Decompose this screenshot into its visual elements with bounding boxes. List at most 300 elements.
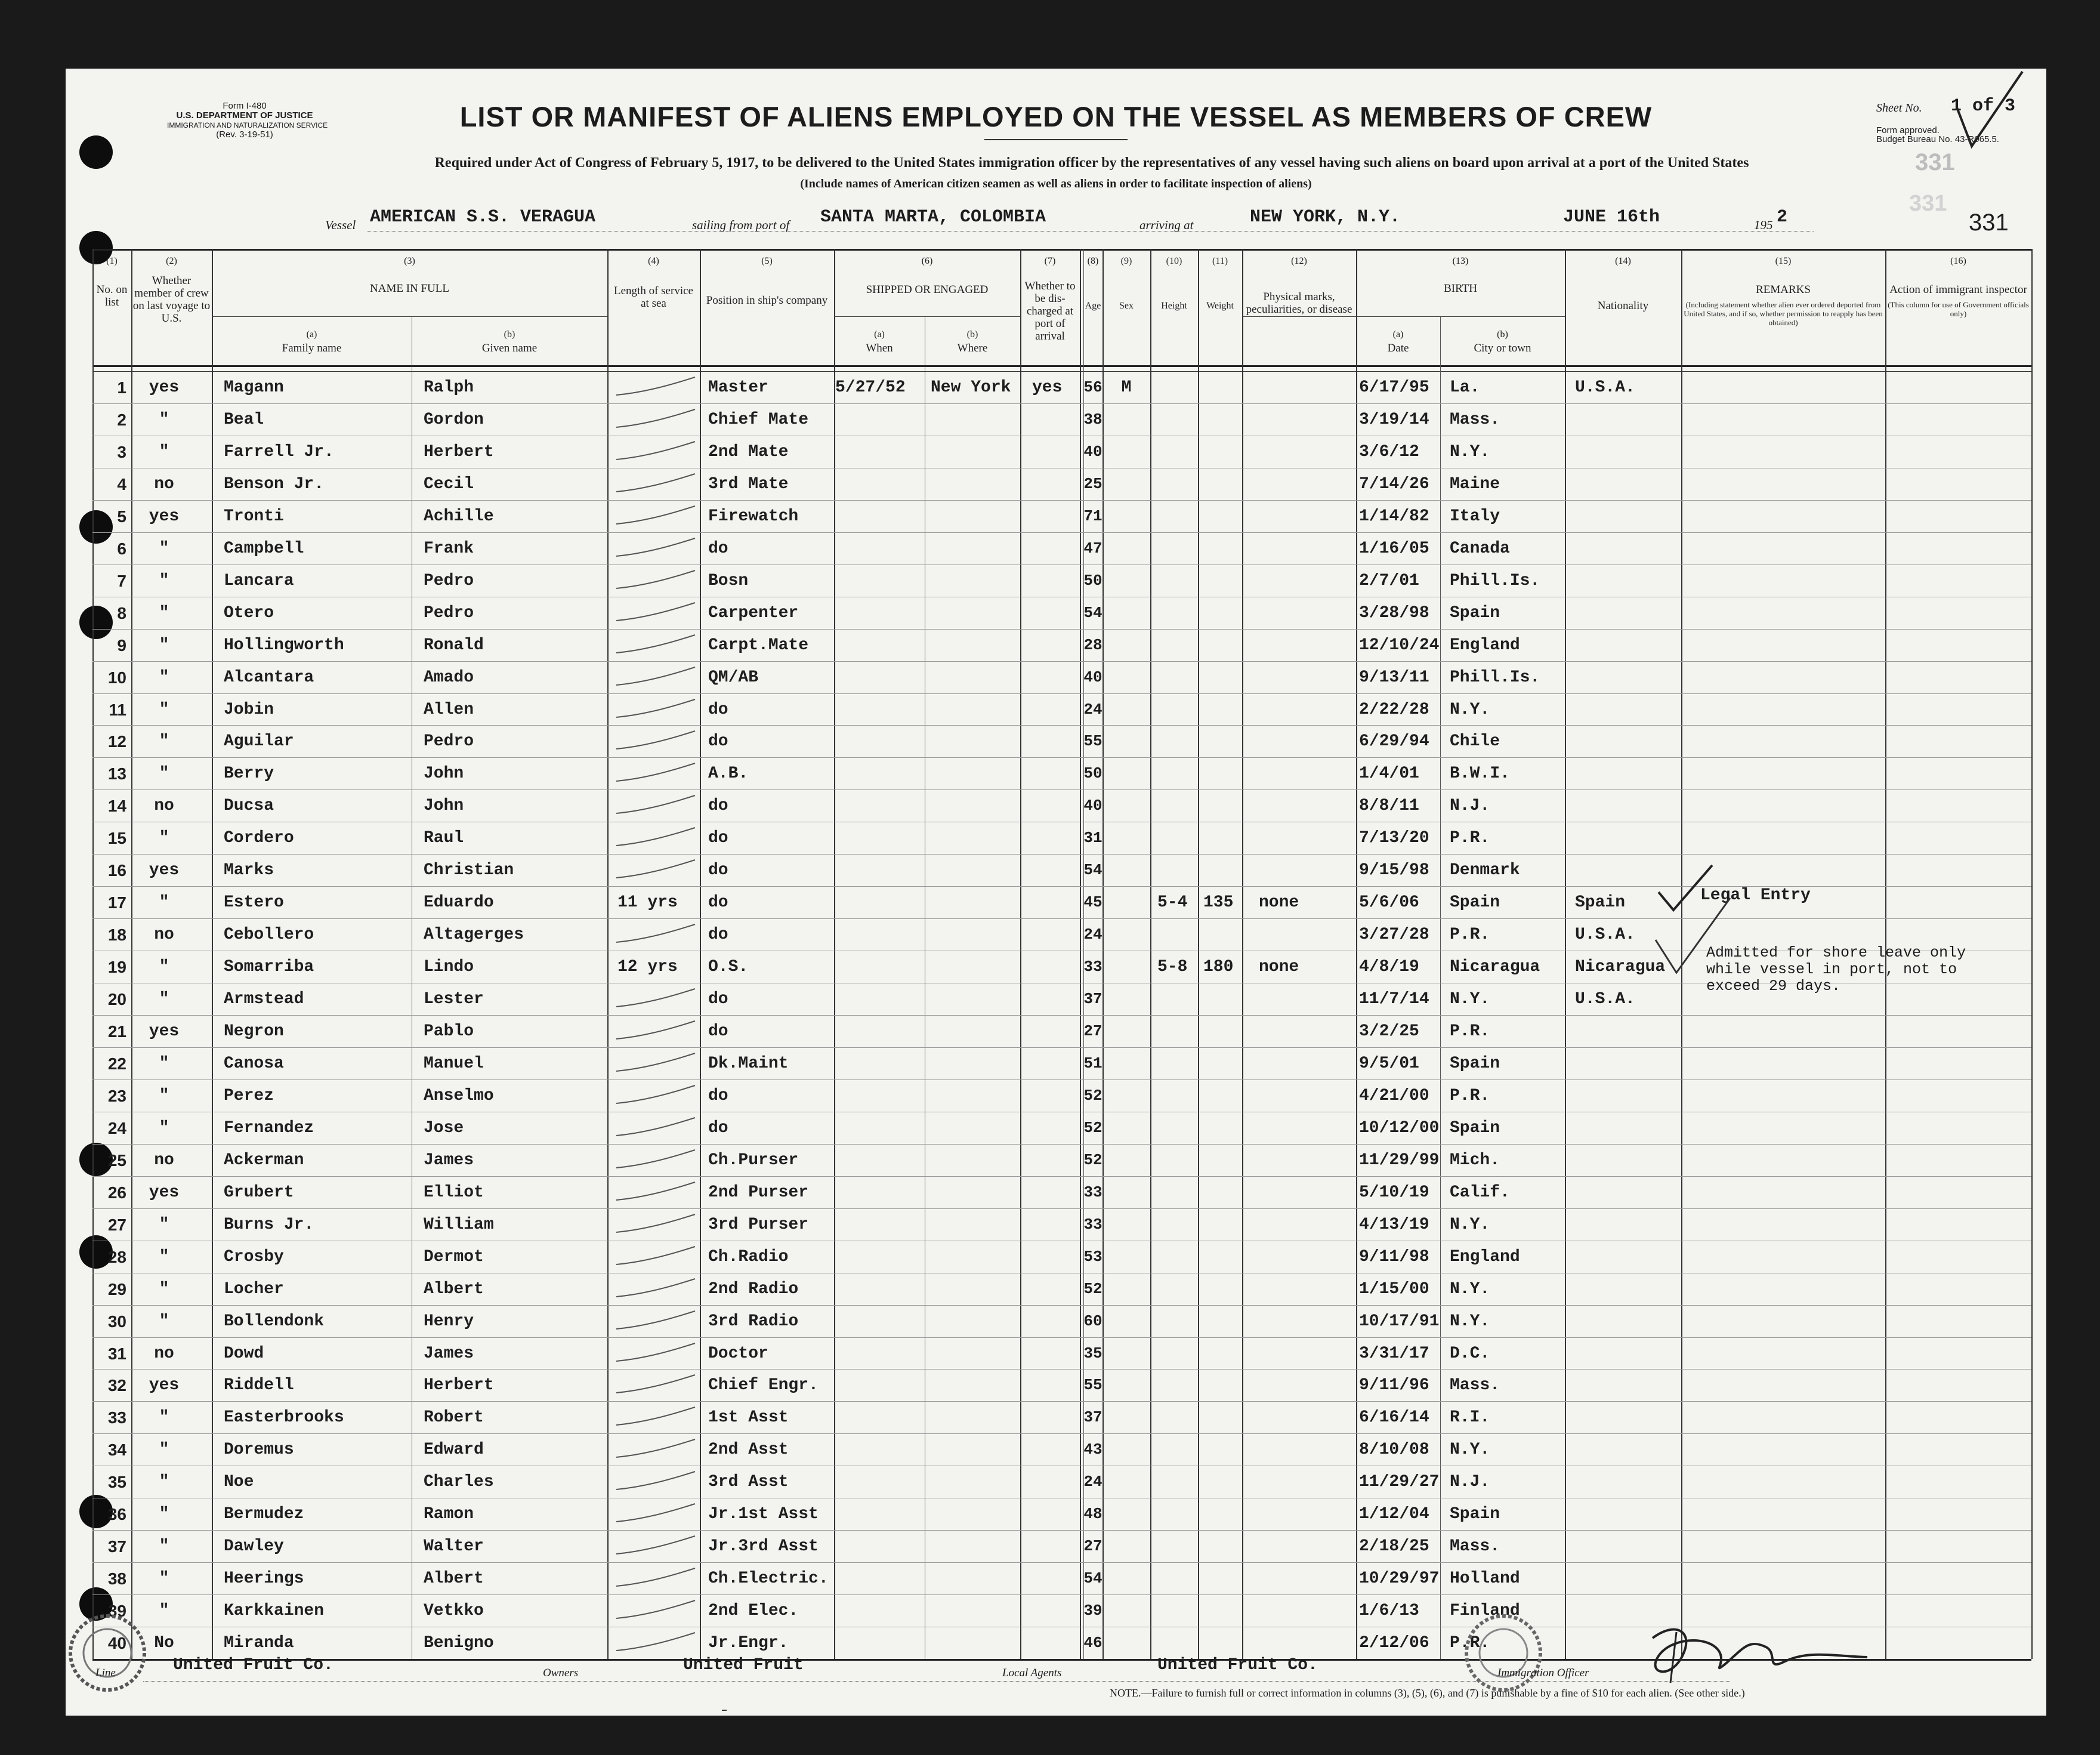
cell-weight: 135 xyxy=(1203,893,1234,912)
cell-bdate: 6/17/95 xyxy=(1359,378,1429,397)
cell-position: Ch.Radio xyxy=(708,1247,789,1266)
row-rule xyxy=(92,1401,2031,1402)
cell-bdate: 10/17/91 xyxy=(1359,1312,1440,1331)
cell-family: Dowd xyxy=(224,1344,264,1363)
row-rule xyxy=(92,1369,2031,1370)
column-header-c6-label: SHIPPED OR ENGAGED xyxy=(866,283,989,296)
column-rule xyxy=(131,249,132,1659)
sailing-label: sailing from port of xyxy=(692,218,790,232)
cell-city: Nicaragua xyxy=(1450,958,1540,977)
cell-position: do xyxy=(708,926,728,945)
cell-age: 51 xyxy=(1083,1054,1102,1072)
cell-age: 43 xyxy=(1083,1441,1102,1459)
column-header-c7-num: (7) xyxy=(1044,256,1056,266)
cell-position: 3rd Mate xyxy=(708,474,789,494)
budget-bureau: Budget Bureau No. 43-R065.5. xyxy=(1876,134,1999,144)
pencil-tick-icon xyxy=(612,470,701,500)
cell-prev: " xyxy=(159,668,169,687)
cell-nat: Spain xyxy=(1575,893,1626,912)
column-header-c3-b: (b) xyxy=(504,329,515,340)
cell-marks: none xyxy=(1259,958,1299,977)
cell-city: Denmark xyxy=(1450,861,1520,880)
row-number: 18 xyxy=(107,926,126,945)
cell-family: Doremus xyxy=(224,1441,294,1460)
column-rule xyxy=(1565,249,1566,1659)
column-header-c11-label: Weight xyxy=(1206,301,1234,311)
cell-position: Jr.Engr. xyxy=(708,1634,789,1653)
column-header-c5-label: Position in ship's company xyxy=(706,294,828,307)
column-rule xyxy=(1080,249,1081,1659)
cell-given: John xyxy=(424,764,464,784)
column-rule xyxy=(834,249,835,1659)
row-number: 6 xyxy=(117,539,126,558)
row-number: 11 xyxy=(109,700,126,719)
vessel-label: Vessel xyxy=(325,218,356,232)
cell-position: 2nd Radio xyxy=(708,1279,799,1298)
cell-city: P.R. xyxy=(1450,1634,1490,1653)
cell-age: 54 xyxy=(1083,1569,1102,1588)
cell-given: Charles xyxy=(424,1473,494,1492)
cell-bdate: 3/27/28 xyxy=(1359,926,1429,945)
cell-family: Magann xyxy=(224,378,284,397)
cell-given: Gordon xyxy=(424,410,484,429)
cell-family: Jobin xyxy=(224,700,274,719)
arriving-label: arriving at xyxy=(1139,218,1194,232)
cell-given: Raul xyxy=(424,829,464,848)
column-rule xyxy=(92,249,94,1659)
cell-prev: " xyxy=(159,990,169,1009)
cell-family: Somarriba xyxy=(224,958,314,977)
row-number: 29 xyxy=(107,1279,126,1298)
pencil-tick-icon xyxy=(612,1017,701,1047)
cell-bdate: 7/14/26 xyxy=(1359,474,1429,494)
remark-legal-entry: Legal Entry xyxy=(1700,886,1811,905)
cell-age: 54 xyxy=(1083,603,1102,622)
cell-position: QM/AB xyxy=(708,668,759,687)
cell-age: 35 xyxy=(1083,1344,1102,1362)
cell-family: Bollendonk xyxy=(224,1312,325,1331)
row-number: 19 xyxy=(107,958,126,977)
stamp-number: 331 xyxy=(1915,149,1955,175)
row-rule xyxy=(92,1015,2031,1016)
cell-family: Bermudez xyxy=(224,1505,304,1524)
cell-position: do xyxy=(708,1118,728,1137)
cell-position: 3rd Radio xyxy=(708,1312,799,1331)
cell-age: 53 xyxy=(1083,1247,1102,1266)
cell-bdate: 8/8/11 xyxy=(1359,797,1419,816)
cell-given: Benigno xyxy=(424,1634,494,1653)
cell-city: England xyxy=(1450,1247,1520,1266)
cell-height: 5-8 xyxy=(1157,958,1188,977)
cell-family: Easterbrooks xyxy=(224,1408,344,1427)
cell-bdate: 1/14/82 xyxy=(1359,507,1429,526)
cell-bdate: 10/29/97 xyxy=(1359,1569,1440,1589)
cell-prev: " xyxy=(159,1054,169,1073)
row-number: 40 xyxy=(107,1634,126,1653)
cell-age: 40 xyxy=(1083,797,1102,815)
cell-family: Campbell xyxy=(224,539,304,558)
cell-prev: " xyxy=(159,1408,169,1427)
cell-age: 55 xyxy=(1083,1376,1102,1395)
stamp-number-faint: 331 xyxy=(1909,191,1947,216)
cell-family: Lancara xyxy=(224,571,294,590)
cell-prev: no xyxy=(154,1344,174,1363)
row-rule xyxy=(92,532,2031,533)
row-number: 20 xyxy=(107,990,126,1009)
cell-given: Pedro xyxy=(424,571,474,590)
year-suffix: 2 xyxy=(1777,207,1788,227)
owners-value: United Fruit xyxy=(683,1656,804,1674)
cell-weight: 180 xyxy=(1203,958,1234,977)
cell-bdate: 1/12/04 xyxy=(1359,1505,1429,1524)
cell-given: Altagerges xyxy=(424,926,524,945)
pencil-tick-icon xyxy=(612,696,701,726)
row-rule xyxy=(92,1079,2031,1080)
cell-city: N.Y. xyxy=(1450,442,1490,461)
cell-bdate: 2/7/01 xyxy=(1359,571,1419,590)
cell-service: 11 yrs xyxy=(617,893,678,912)
row-number: 9 xyxy=(117,636,126,655)
cell-age: 52 xyxy=(1083,1151,1102,1169)
cell-when: 5/27/52 xyxy=(835,378,906,397)
cell-given: Amado xyxy=(424,668,474,687)
agents-label: Local Agents xyxy=(1002,1667,1062,1679)
cell-given: Manuel xyxy=(424,1054,484,1073)
row-number: 1 xyxy=(117,378,126,397)
row-rule xyxy=(92,1562,2031,1563)
pencil-tick-icon xyxy=(612,727,701,757)
row-number: 34 xyxy=(107,1441,126,1460)
cell-age: 56 xyxy=(1083,378,1102,396)
pencil-tick-icon xyxy=(612,1179,701,1208)
cell-prev: " xyxy=(159,1118,169,1137)
column-header-c13-a: (a) xyxy=(1392,329,1404,340)
column-header-c13-blabel: City or town xyxy=(1474,342,1531,354)
remark-line: exceed 29 days. xyxy=(1706,977,1841,995)
cell-position: do xyxy=(708,1086,728,1105)
cell-age: 27 xyxy=(1083,1022,1102,1040)
row-rule xyxy=(92,1047,2031,1048)
officer-label: Immigration Officer xyxy=(1497,1667,1589,1679)
cell-given: Edward xyxy=(424,1441,484,1460)
row-rule xyxy=(92,1176,2031,1177)
header-bottom-rule xyxy=(92,365,2031,367)
pencil-tick-icon xyxy=(612,1597,701,1627)
pencil-tick-icon xyxy=(612,1082,701,1112)
owners-label: Owners xyxy=(543,1667,579,1679)
cell-position: 1st Asst xyxy=(708,1408,789,1427)
column-rule xyxy=(1356,249,1357,1659)
row-number: 26 xyxy=(107,1183,126,1202)
cell-city: R.I. xyxy=(1450,1408,1490,1427)
cell-age: 55 xyxy=(1083,732,1102,751)
column-header-c4-num: (4) xyxy=(648,256,659,266)
cell-given: Eduardo xyxy=(424,893,494,912)
row-number: 7 xyxy=(117,571,126,590)
cell-bdate: 8/10/08 xyxy=(1359,1441,1429,1460)
column-header-c16-num: (16) xyxy=(1950,256,1966,266)
cell-prev: " xyxy=(159,1505,169,1524)
cell-family: Tronti xyxy=(224,507,284,526)
cell-bdate: 6/16/14 xyxy=(1359,1408,1429,1427)
cell-prev: " xyxy=(159,603,169,622)
row-rule xyxy=(92,1144,2031,1145)
cell-given: Robert xyxy=(424,1408,484,1427)
officer-signature xyxy=(1629,1614,1879,1692)
column-header-c3-blabel: Given name xyxy=(481,342,538,354)
cell-bdate: 9/15/98 xyxy=(1359,861,1429,880)
cell-family: Locher xyxy=(224,1279,284,1298)
cell-prev: " xyxy=(159,1441,169,1460)
cell-discharged: yes xyxy=(1032,378,1063,397)
cell-city: Canada xyxy=(1450,539,1510,558)
cell-age: 47 xyxy=(1083,539,1102,557)
subnote: (Include names of American citizen seamen as well as aliens in order to facilitate inspection of aliens) xyxy=(800,177,1312,190)
cell-given: Anselmo xyxy=(424,1086,494,1105)
cell-position: Master xyxy=(708,378,768,397)
cell-family: Riddell xyxy=(224,1376,294,1395)
column-header-c1-num: (1) xyxy=(106,256,118,266)
column-header-c16-sub: (This column for use of Government officials only) xyxy=(1888,300,2029,318)
pencil-tick-icon xyxy=(612,1050,701,1079)
pencil-tick-icon xyxy=(612,1629,701,1659)
cell-prev: no xyxy=(154,474,174,494)
cell-given: Cecil xyxy=(424,474,474,494)
cell-family: Noe xyxy=(224,1473,254,1492)
cell-prev: no xyxy=(154,926,174,945)
row-rule xyxy=(92,1594,2031,1595)
cell-position: do xyxy=(708,700,728,719)
cell-age: 40 xyxy=(1083,668,1102,686)
row-number: 38 xyxy=(107,1569,126,1589)
vessel-name: AMERICAN S.S. VERAGUA xyxy=(370,207,596,227)
cell-given: Christian xyxy=(424,861,514,880)
check-mark-icon xyxy=(1945,66,2028,155)
subheader-rule xyxy=(1242,316,1565,317)
cell-age: 24 xyxy=(1083,1473,1102,1491)
cell-bdate: 3/31/17 xyxy=(1359,1344,1429,1363)
cell-city: P.R. xyxy=(1450,926,1490,945)
cell-family: Negron xyxy=(224,1022,284,1041)
cell-position: Carpt.Mate xyxy=(708,636,809,655)
row-number: 13 xyxy=(107,764,126,784)
cell-given: Pablo xyxy=(424,1022,474,1041)
cell-prev: No xyxy=(154,1634,174,1653)
cell-position: Bosn xyxy=(708,571,749,590)
vessel-line-rule xyxy=(367,231,1814,232)
cell-city: Italy xyxy=(1450,507,1500,526)
cell-position: Jr.1st Asst xyxy=(708,1505,819,1524)
pencil-tick-icon xyxy=(612,824,701,854)
column-header-c13-label: BIRTH xyxy=(1444,282,1477,295)
cell-position: Ch.Electric. xyxy=(708,1569,829,1589)
cell-family: Crosby xyxy=(224,1247,284,1266)
cell-age: 25 xyxy=(1083,474,1102,493)
row-rule xyxy=(92,854,2031,855)
pencil-tick-icon xyxy=(612,1114,701,1144)
pencil-tick-icon xyxy=(612,792,701,822)
cell-position: Firewatch xyxy=(708,507,799,526)
cell-position: Carpenter xyxy=(708,603,799,622)
column-header-c5-num: (5) xyxy=(761,256,773,266)
cell-position: do xyxy=(708,732,728,751)
cell-given: William xyxy=(424,1215,494,1234)
cell-marks: none xyxy=(1259,893,1299,912)
cell-bdate: 3/28/98 xyxy=(1359,603,1429,622)
cell-bdate: 9/11/96 xyxy=(1359,1376,1429,1395)
cell-city: England xyxy=(1450,636,1520,655)
cell-given: Pedro xyxy=(424,603,474,622)
cell-city: Spain xyxy=(1450,603,1500,622)
cell-prev: no xyxy=(154,797,174,816)
cell-city: Spain xyxy=(1450,1505,1500,1524)
column-header-c6-blabel: Where xyxy=(957,342,988,354)
cell-nat: U.S.A. xyxy=(1575,378,1635,397)
cell-age: 39 xyxy=(1083,1602,1102,1620)
cell-prev: " xyxy=(159,829,169,848)
cell-bdate: 5/10/19 xyxy=(1359,1183,1429,1202)
cell-bdate: 2/12/06 xyxy=(1359,1634,1429,1653)
column-header-c12-num: (12) xyxy=(1291,256,1307,266)
row-rule xyxy=(92,1530,2031,1531)
cell-bdate: 1/4/01 xyxy=(1359,764,1419,784)
column-rule xyxy=(1198,249,1199,1659)
cell-prev: " xyxy=(159,1473,169,1492)
cell-city: Mass. xyxy=(1450,410,1500,429)
subtitle: Required under Act of Congress of February 5, 1917, to be delivered to the United States immigration officer by the representatives of any vessel having such aliens on board upon arrival at a port of the United States xyxy=(434,155,1749,171)
subcolumn-rule xyxy=(1440,316,1441,1659)
row-number: 39 xyxy=(107,1602,126,1621)
row-number: 5 xyxy=(117,507,126,526)
cell-prev: yes xyxy=(149,1376,180,1395)
cell-city: N.J. xyxy=(1450,797,1490,816)
cell-city: Phill.Is. xyxy=(1450,571,1540,590)
cell-position: 2nd Asst xyxy=(708,1441,789,1460)
pencil-tick-icon xyxy=(612,599,701,629)
cell-position: Dk.Maint xyxy=(708,1054,789,1073)
cell-given: Walter xyxy=(424,1537,484,1556)
cell-prev: " xyxy=(159,410,169,429)
cell-prev: " xyxy=(159,1215,169,1234)
cell-age: 50 xyxy=(1083,764,1102,783)
column-header-c3-label: NAME IN FULL xyxy=(370,282,449,295)
column-header-c1-label: No. on list xyxy=(96,283,128,309)
cell-position: do xyxy=(708,1022,728,1041)
row-number: 35 xyxy=(107,1473,126,1492)
cell-age: 24 xyxy=(1083,700,1102,718)
column-header-c7-label: Whether to be dis-charged at port of arrival xyxy=(1024,280,1076,343)
line-label: Line xyxy=(95,1667,116,1679)
cell-age: 37 xyxy=(1083,1408,1102,1427)
cell-given: John xyxy=(424,797,464,816)
cell-given: Allen xyxy=(424,700,474,719)
cell-bdate: 4/13/19 xyxy=(1359,1215,1429,1234)
row-rule xyxy=(92,757,2031,758)
cell-city: P.R. xyxy=(1450,829,1490,848)
page-number: 331 xyxy=(1969,209,2009,236)
cell-position: Ch.Purser xyxy=(708,1151,799,1170)
cell-bdate: 4/8/19 xyxy=(1359,958,1419,977)
pencil-tick-icon xyxy=(612,1146,701,1176)
row-rule xyxy=(92,1305,2031,1306)
cell-bdate: 3/19/14 xyxy=(1359,410,1429,429)
cell-city: Finland xyxy=(1450,1602,1520,1621)
cell-bdate: 6/29/94 xyxy=(1359,732,1429,751)
row-rule xyxy=(92,789,2031,790)
cell-where: New York xyxy=(931,378,1011,397)
row-number: 17 xyxy=(107,893,126,912)
cell-bdate: 4/21/00 xyxy=(1359,1086,1429,1105)
row-number: 25 xyxy=(107,1151,126,1170)
cell-city: Mass. xyxy=(1450,1537,1500,1556)
cell-city: P.R. xyxy=(1450,1022,1490,1041)
row-number: 32 xyxy=(107,1376,126,1395)
row-number: 27 xyxy=(107,1215,126,1234)
row-number: 21 xyxy=(107,1022,126,1041)
cell-bdate: 11/7/14 xyxy=(1359,990,1429,1009)
form-number: Form I-480 xyxy=(223,101,267,111)
cell-prev: " xyxy=(159,764,169,784)
cell-family: Dawley xyxy=(224,1537,284,1556)
row-rule xyxy=(92,693,2031,694)
cell-given: Albert xyxy=(424,1569,484,1589)
pencil-tick-icon xyxy=(612,856,701,886)
pencil-tick-icon xyxy=(612,921,701,951)
cell-position: do xyxy=(708,829,728,848)
cell-given: Lindo xyxy=(424,958,474,977)
cell-city: Maine xyxy=(1450,474,1500,494)
row-number: 23 xyxy=(107,1086,126,1105)
cell-family: Aguilar xyxy=(224,732,294,751)
cell-height: 5-4 xyxy=(1157,893,1188,912)
row-number: 30 xyxy=(107,1312,126,1331)
row-number: 24 xyxy=(107,1118,126,1137)
pencil-tick-icon xyxy=(612,1371,701,1401)
row-number: 4 xyxy=(117,474,126,494)
column-header-c10-num: (10) xyxy=(1166,256,1182,266)
cell-position: Doctor xyxy=(708,1344,768,1363)
row-number: 31 xyxy=(107,1344,126,1363)
column-header-c3-alabel: Family name xyxy=(282,342,342,354)
cell-given: Vetkko xyxy=(424,1602,484,1621)
page-title: LIST OR MANIFEST OF ALIENS EMPLOYED ON THE VESSEL AS MEMBERS OF CREW xyxy=(459,101,1653,132)
cell-city: Phill.Is. xyxy=(1450,668,1540,687)
title-rule xyxy=(984,139,1128,140)
column-header-c4-label: Length of service at sea xyxy=(614,285,693,310)
column-rule xyxy=(1102,249,1104,1659)
cell-city: N.Y. xyxy=(1450,1279,1490,1298)
header-bottom-rule-2 xyxy=(92,371,2031,372)
pencil-tick-icon xyxy=(612,760,701,789)
check-mark-icon xyxy=(1641,862,1736,976)
manifest-sheet xyxy=(66,69,2046,1716)
cell-age: 38 xyxy=(1083,410,1102,428)
pencil-tick-icon xyxy=(612,1404,701,1433)
cell-family: Alcantara xyxy=(224,668,314,687)
cell-city: Spain xyxy=(1450,1118,1500,1137)
cell-family: Berry xyxy=(224,764,274,784)
cell-age: 31 xyxy=(1083,829,1102,847)
cell-bdate: 7/13/20 xyxy=(1359,829,1429,848)
cell-given: Ronald xyxy=(424,636,484,655)
pencil-tick-icon xyxy=(612,1468,701,1498)
cell-prev: " xyxy=(159,1247,169,1266)
cell-given: Herbert xyxy=(424,1376,494,1395)
cell-age: 33 xyxy=(1083,1215,1102,1233)
row-rule xyxy=(92,629,2031,630)
column-rule xyxy=(1150,249,1151,1659)
cell-city: N.Y. xyxy=(1450,1215,1490,1234)
